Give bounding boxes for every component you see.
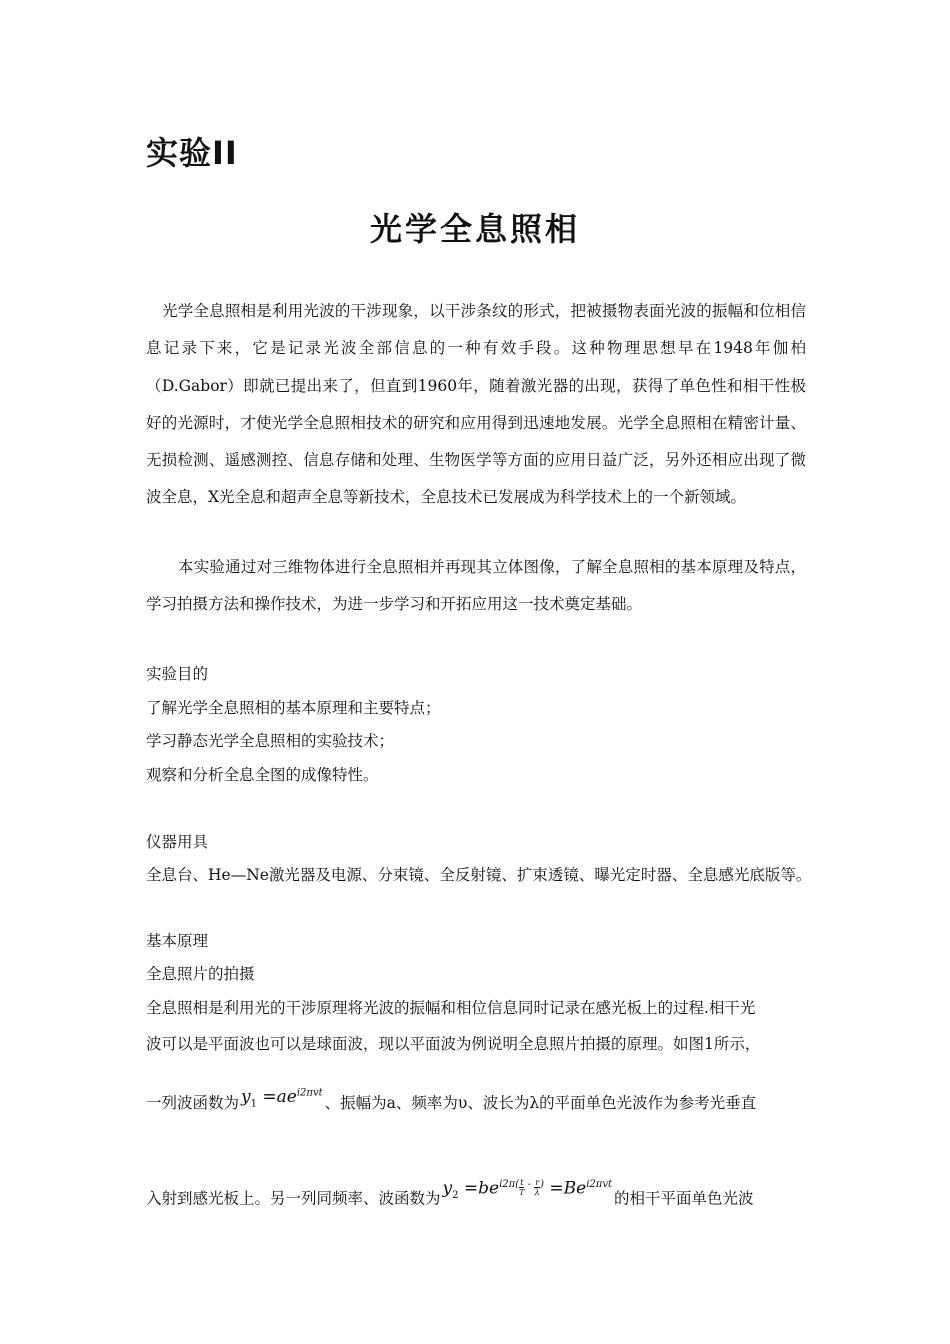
principle-subheading: 全息照片的拍摄 (146, 965, 255, 983)
principle-heading: 基本原理 (146, 932, 209, 950)
frac-T: T (519, 1188, 525, 1197)
purpose-item-2: 学习静态光学全息照相的实验技术； (146, 732, 395, 750)
line4-before: 入射到感光板上。另一列同频率、波函数为 (146, 1189, 441, 1208)
eq2-mid: =be (463, 1178, 500, 1199)
wave-equation-2 (443, 1178, 612, 1201)
page-title: 光学全息照相 (369, 210, 580, 248)
intro-paragraph-2: 本实验通过对三维物体进行全息照相并再现其立体图像，了解全息照相的基本原理及特点，学习拍摄方法和操作技术，为进一步学习和开拓应用这一技术奠定基础。 (146, 558, 806, 614)
line3-after: 、振幅为a、频率为υ、波长为λ的平面单色光波作为参考光垂直 (324, 1094, 757, 1112)
eq2-exponent: i2π( t T - r λ ) (499, 1178, 544, 1197)
equipment-heading: 仪器用具 (146, 833, 209, 851)
frac-lambda: λ (534, 1188, 540, 1197)
eq2-lhs-sub: 2 (452, 1190, 459, 1202)
intro-paragraph-1: 光学全息照相是利用光波的干涉现象，以干涉条纹的形式，把被摄物表面光波的振幅和位相信息记录下来，它是记录光波全部信息的一种有效手段。这种物理思想早在1948年伽柏（D.Gabor）即就已提出来了，但直到1960年，随着激光器的出现，获得了单色性和相干性极好的光源时，才使光学全息照相技术的研究和应用得到迅速地发展。光学全息照相在精密计量、无损检测、遥感测控、信息存储和处理、生物医学等方面的应用日益广泛，另外还相应出现了微波全息，X光全息和超声全息等新技术，全息技术已发展成为科学技术上的一个新领域。 (146, 302, 806, 507)
purpose-item-3: 观察和分析全息全图的成像特性。 (146, 766, 379, 784)
frac-r-over-lambda (534, 1178, 540, 1197)
eq2-exp2: i2πvt (586, 1179, 612, 1190)
eq1-lhs: y (241, 1087, 251, 1107)
frac-r: r (535, 1178, 540, 1187)
line4-after: 的相干平面单色光波 (614, 1189, 754, 1208)
purpose-heading: 实验目的 (146, 665, 209, 683)
eq1-exp: i2πvt (296, 1087, 323, 1099)
principle-text-line-2: 波可以是平面波也可以是球面波，现以平面波为例说明全息照片拍摄的原理。如图1所示， (146, 1035, 761, 1053)
frac-t-over-T (519, 1178, 524, 1197)
principle-text-line-3 (146, 1087, 756, 1113)
principle-text-line-4 (146, 1178, 754, 1209)
eq2-rhs: =Be (549, 1178, 587, 1199)
line3-before: 一列波函数为 (146, 1094, 240, 1112)
equipment-text: 全息台、He—Ne激光器及电源、分束镜、全反射镜、扩束透镜、曝光定时器、全息感光底版等。 (146, 866, 812, 884)
eq1-lhs-sub: 1 (250, 1098, 257, 1110)
eq2-lhs: y (442, 1178, 453, 1199)
chapter-label: 实验II (146, 134, 238, 172)
wave-equation-1 (241, 1087, 323, 1109)
eq2-exp-pre: i2π (499, 1179, 516, 1190)
frac-t: t (520, 1178, 524, 1187)
principle-text-line-1: 全息照相是利用光的干涉原理将光波的振幅和相位信息同时记录在感光板上的过程.相干光 (146, 999, 756, 1017)
purpose-item-1: 了解光学全息照相的基本原理和主要特点； (146, 699, 441, 717)
eq1-rhs: =ae (262, 1087, 297, 1107)
